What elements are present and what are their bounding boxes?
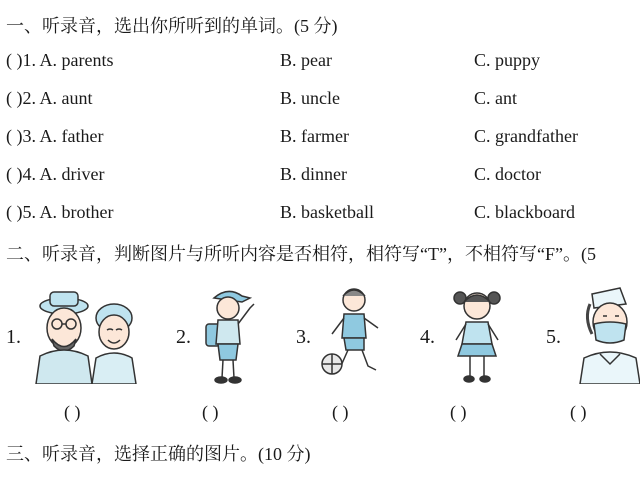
question-5-option-c[interactable]: C. blackboard — [474, 202, 575, 222]
picture-2-answer[interactable]: ( ) — [202, 402, 219, 422]
question-1-option-c[interactable]: C. puppy — [474, 50, 541, 70]
question-2-option-b[interactable]: B. uncle — [280, 88, 340, 108]
section1-title: 一、听录音，选出你所听到的单词。(5 分) — [6, 16, 338, 36]
question-row-2 — [6, 88, 640, 114]
picture-3-answer[interactable]: ( ) — [332, 402, 349, 422]
question-4-option-a[interactable]: ( )4. A. driver — [6, 164, 105, 184]
section2-title: 二、听录音，判断图片与所听内容是否相符，相符写“T”，不相符写“F”。(5 — [6, 244, 596, 264]
schoolboy-icon — [198, 284, 260, 384]
question-2-option-c[interactable]: C. ant — [474, 88, 517, 108]
question-3-option-c[interactable]: C. grandfather — [474, 126, 578, 146]
question-5-option-a[interactable]: ( )5. A. brother — [6, 202, 114, 222]
question-row-3 — [6, 126, 640, 152]
question-3-option-b[interactable]: B. farmer — [280, 126, 349, 146]
question-row-4 — [6, 164, 640, 190]
picture-2-number: 2. — [176, 326, 191, 348]
picture-4-answer[interactable]: ( ) — [450, 402, 467, 422]
basketball-boy-icon — [318, 284, 390, 384]
question-1-option-b[interactable]: B. pear — [280, 50, 332, 70]
question-3-option-a[interactable]: ( )3. A. father — [6, 126, 104, 146]
picture-3-number: 3. — [296, 326, 311, 348]
question-4-option-c[interactable]: C. doctor — [474, 164, 541, 184]
question-5-option-b[interactable]: B. basketball — [280, 202, 374, 222]
picture-5-number: 5. — [546, 326, 561, 348]
picture-1-answer[interactable]: ( ) — [64, 402, 81, 422]
question-2-option-a[interactable]: ( )2. A. aunt — [6, 88, 93, 108]
grandparents-icon — [26, 284, 144, 384]
picture-5-answer[interactable]: ( ) — [570, 402, 587, 422]
nurse-icon — [570, 284, 640, 384]
question-row-5 — [6, 202, 640, 228]
section3-title: 三、听录音，选择正确的图片。(10 分) — [6, 444, 311, 464]
question-row-1 — [6, 50, 640, 76]
picture-4-number: 4. — [420, 326, 435, 348]
question-4-option-b[interactable]: B. dinner — [280, 164, 347, 184]
picture-1-number: 1. — [6, 326, 21, 348]
girl-icon — [444, 284, 510, 384]
question-1-option-a[interactable]: ( )1. A. parents — [6, 50, 114, 70]
